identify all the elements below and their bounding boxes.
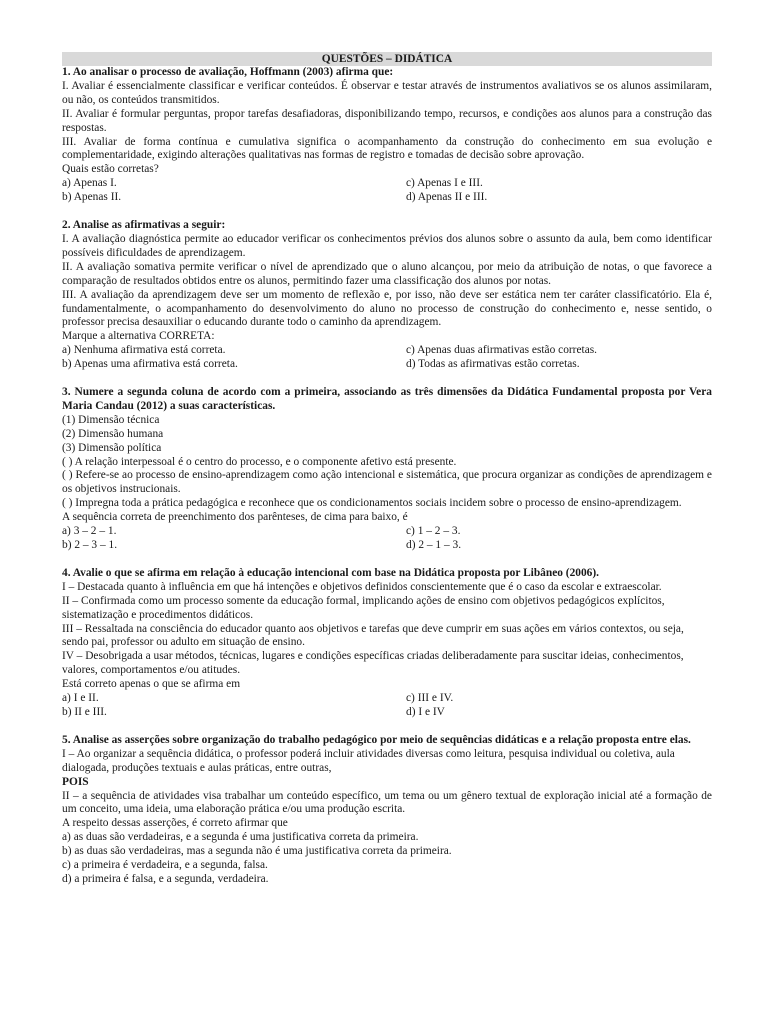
option-a[interactable]: a) Apenas I. <box>62 177 117 190</box>
option-c[interactable]: c) a primeira é verdadeira, e a segunda, falsa. <box>62 859 268 872</box>
option-d[interactable]: d) I e IV <box>406 705 445 718</box>
question-4 <box>62 567 712 720</box>
statement-i: I. Avaliar é essencialmente classificar e verificar conteúdos. É observar e testar através de instrumentos avaliativos se os alunos assimilaram, ou não, os conteúdos transmitidos. <box>62 79 712 106</box>
question-prompt: Está correto apenas o que se afirma em <box>62 678 241 691</box>
question-1 <box>62 66 712 205</box>
pois-connector: POIS <box>62 775 89 788</box>
option-c[interactable]: c) 1 – 2 – 3. <box>406 525 461 538</box>
question-heading: 5. Analise as asserções sobre organização do trabalho pedagógico por meio de sequências didáticas e a relação proposta entre elas. <box>62 733 691 746</box>
question-5 <box>62 734 712 887</box>
answer-options <box>62 525 712 553</box>
statement-ii: II. A avaliação somativa permite verificar o nível de aprendizado que o aluno alcançou, por meio da atribuição de notas, o que favorece a comparação de resultados obtidos entre os alunos, permitindo fazer uma classificação dos alunos por notas. <box>62 260 712 287</box>
option-c[interactable]: c) III e IV. <box>406 692 454 705</box>
option-d[interactable]: d) Todas as afirmativas estão corretas. <box>406 358 580 371</box>
characteristic-2: ( ) Refere-se ao processo de ensino-aprendizagem como ação intencional e sistemática, que procura organizar as condições de aprendizagem e os objetivos instrucionais. <box>62 469 712 496</box>
answer-options <box>62 177 712 205</box>
characteristic-3: ( ) Impregna toda a prática pedagógica e reconhece que os condicionamentos sociais incidem sobre o processo de ensino-aprendizagem. <box>62 497 682 510</box>
assertion-i: I – Ao organizar a sequência didática, o professor poderá incluir atividades diversas como leitura, pesquisa individual ou coletiva, aula dialogada, produções textuais e aulas práticas, entre outras, <box>62 747 675 774</box>
assertion-ii: II – a sequência de atividades visa trabalhar um conteúdo específico, um tema ou um gênero textual de exploração inicial até a formação de um conceito, uma ideia, uma elaboração prática e/ou uma produção escrita. <box>62 789 712 816</box>
page-title: QUESTÕES – DIDÁTICA <box>62 52 712 66</box>
answer-options <box>62 692 712 720</box>
question-3 <box>62 386 712 553</box>
question-heading: 1. Ao analisar o processo de avaliação, Hoffmann (2003) afirma que: <box>62 66 394 78</box>
question-prompt: A sequência correta de preenchimento dos parênteses, de cima para baixo, é <box>62 511 408 524</box>
statement-iii: III. A avaliação da aprendizagem deve ser um momento de reflexão e, por isso, não deve ser estática nem ter caráter classificatório. Ela é, fundamentalmente, o acompanhamento do desenvolvimento do aluno no processo de construção do conhecimento e, nesse sentido, o professor precisa desauxiliar o educando durante todo o caminho da aprendizagem. <box>62 288 712 329</box>
option-d[interactable]: d) a primeira é falsa, e a segunda, verdadeira. <box>62 872 269 885</box>
option-b[interactable]: b) Apenas uma afirmativa está correta. <box>62 358 238 371</box>
statement-iii: III – Ressaltada na consciência do educador quanto aos objetivos e tarefas que deve cumprir em suas ações em vários contextos, ou seja, sendo pai, professor ou adulto em situação de ensino. <box>62 622 684 649</box>
option-b[interactable]: b) Apenas II. <box>62 191 122 204</box>
question-2 <box>62 219 712 372</box>
question-heading: 3. Numere a segunda coluna de acordo com a primeira, associando as três dimensões da Didática Fundamental proposta por Vera Maria Candau (2012) a suas características. <box>62 386 712 412</box>
question-prompt: A respeito dessas asserções, é correto afirmar que <box>62 817 288 830</box>
question-prompt: Marque a alternativa CORRETA: <box>62 330 215 343</box>
option-a[interactable]: a) 3 – 2 – 1. <box>62 525 117 538</box>
option-b[interactable]: b) 2 – 3 – 1. <box>62 539 118 551</box>
option-a[interactable]: a) Nenhuma afirmativa está correta. <box>62 344 226 357</box>
statement-ii: II – Confirmada como um processo somente da educação formal, implicando ações de ensino com objetivos pedagógicos explícitos, sistematização e procedimentos didáticos. <box>62 594 665 621</box>
option-c[interactable]: c) Apenas I e III. <box>406 177 483 190</box>
question-heading: 2. Analise as afirmativas a seguir: <box>62 219 226 232</box>
option-b[interactable]: b) as duas são verdadeiras, mas a segunda não é uma justificativa correta da primeira. <box>62 845 452 858</box>
characteristic-1: ( ) A relação interpessoal é o centro do processo, e o componente afetivo está presente. <box>62 455 457 468</box>
question-prompt: Quais estão corretas? <box>62 163 159 176</box>
dimension-2: (2) Dimensão humana <box>62 427 164 440</box>
statement-iii: III. Avaliar de forma contínua e cumulativa significa o acompanhamento da construção do conhecimento em sua evolução e complementaridade, exigindo alterações qualitativas nas formas de registro e tomadas de decisão sobre aprovação. <box>62 135 712 162</box>
statement-i: I. A avaliação diagnóstica permite ao educador verificar os conhecimentos prévios dos alunos sobre o assunto da aula, bem como identificar possíveis dificuldades de aprendizagem. <box>62 232 712 259</box>
answer-options <box>62 344 712 372</box>
statement-iv: IV – Desobrigada a usar métodos, técnicas, lugares e condições específicas criadas deliberadamente para suscitar ideias, conhecimentos, valores, comportamentos e/ou atitudes. <box>62 650 684 677</box>
option-c[interactable]: c) Apenas duas afirmativas estão corretas. <box>406 344 598 357</box>
dimension-1: (1) Dimensão técnica <box>62 413 160 426</box>
option-b[interactable]: b) II e III. <box>62 705 107 718</box>
dimension-3: (3) Dimensão política <box>62 441 162 454</box>
option-a[interactable]: a) as duas são verdadeiras, e a segunda é uma justificativa correta da primeira. <box>62 831 419 844</box>
question-heading: 4. Avalie o que se afirma em relação à educação intencional com base na Didática proposta por Libâneo (2006). <box>62 566 600 579</box>
statement-i: I – Destacada quanto à influência em que há intenções e objetivos definidos conscientemente que é o caso da escolar e extraescolar. <box>62 580 662 593</box>
statement-ii: II. Avaliar é formular perguntas, propor tarefas desafiadoras, disponibilizando tempo, recursos, e condições aos alunos para a construção das respostas. <box>62 107 712 134</box>
option-d[interactable]: d) 2 – 1 – 3. <box>406 539 462 551</box>
option-d[interactable]: d) Apenas II e III. <box>406 191 488 204</box>
option-a[interactable]: a) I e II. <box>62 692 99 705</box>
